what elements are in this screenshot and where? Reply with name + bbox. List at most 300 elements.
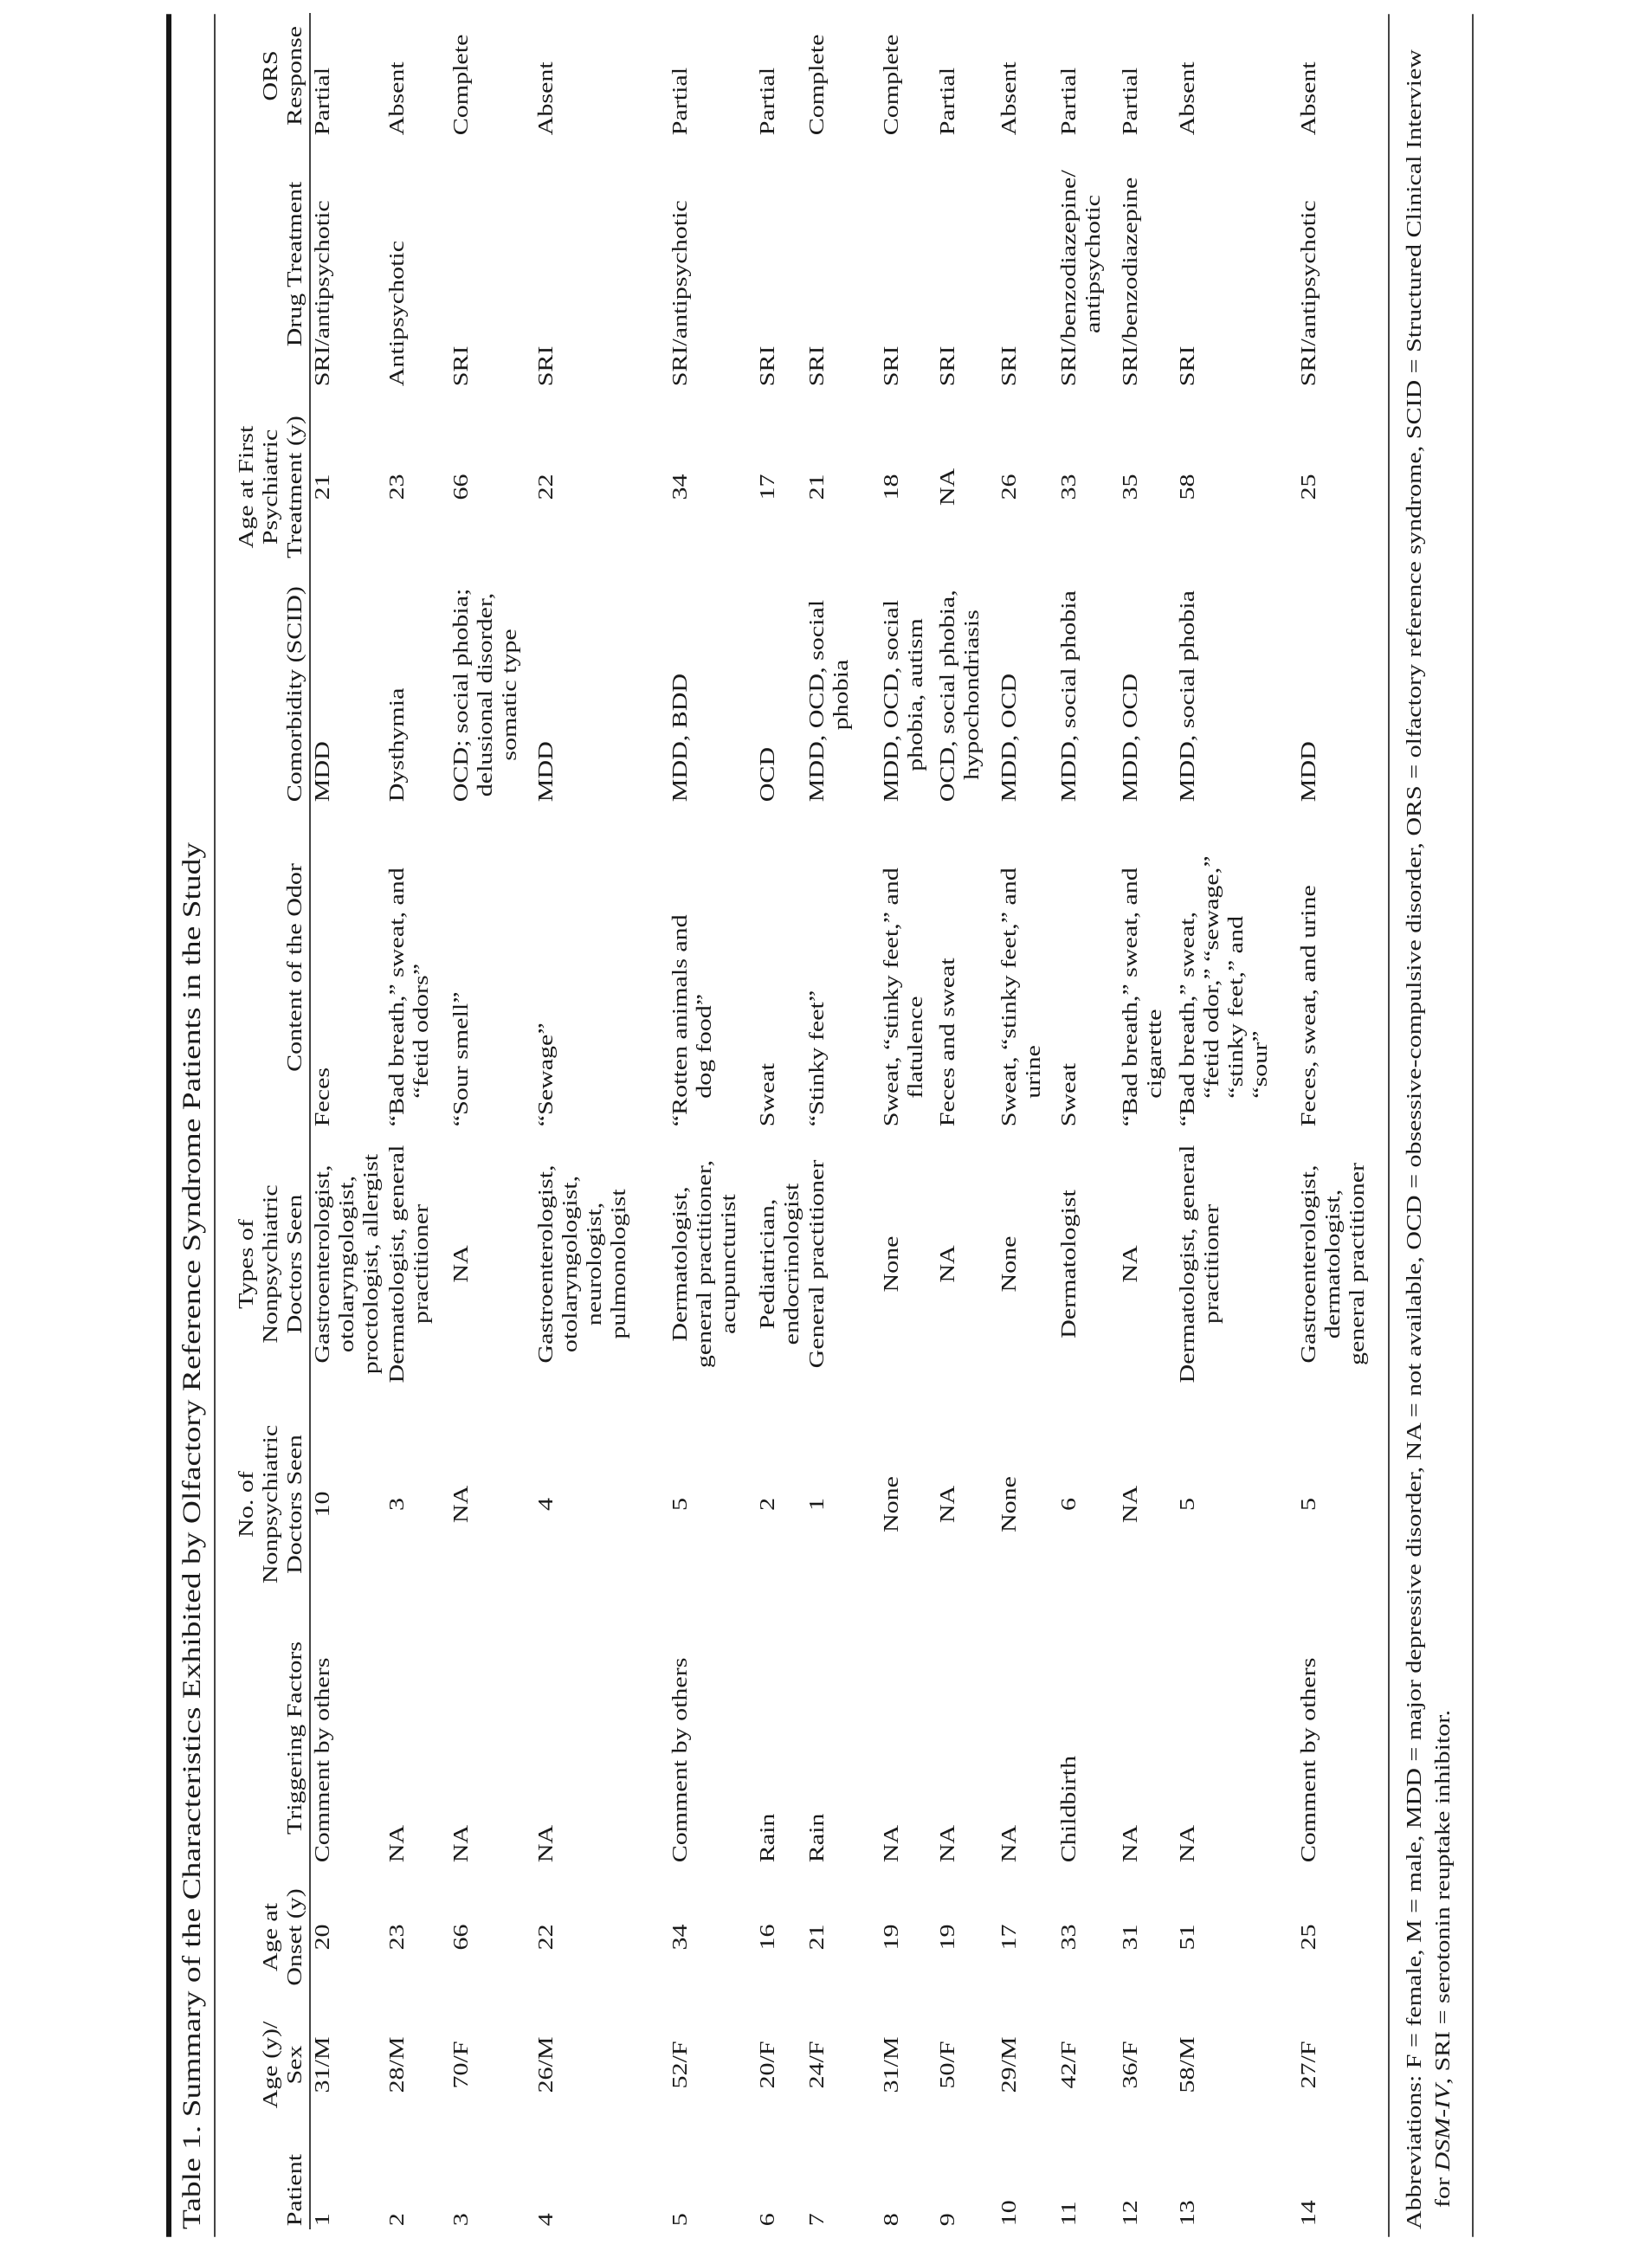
- cell-line: MDD: [312, 741, 334, 803]
- cell-age-onset: [310, 1866, 385, 2009]
- cell-num-doctors: [385, 1398, 449, 1610]
- cell-line: NA: [937, 1485, 959, 1524]
- cell-odor-content: [534, 805, 668, 1130]
- cell-line: 23: [386, 474, 409, 500]
- header-line: Triggering Factors: [284, 1641, 307, 1835]
- cell-triggering-factors: [936, 1610, 997, 1866]
- cell-comorbidity: [1057, 584, 1119, 805]
- cell-line: 19: [937, 1924, 959, 1951]
- cell-comorbidity: [1297, 584, 1377, 805]
- cell-triggering-factors: [449, 1610, 534, 1866]
- cell-age-onset: [936, 1866, 997, 2009]
- cell-line: Rain: [806, 1813, 829, 1863]
- cell-line: MDD: [535, 741, 558, 803]
- cell-line: Complete: [450, 34, 473, 136]
- cell-line: Dermatologist, general: [386, 1145, 409, 1383]
- cell-num-doctors: [1119, 1398, 1176, 1610]
- footnote-rest: , SRI = serotonin reuptake inhibitor.: [1432, 1709, 1455, 2085]
- cell-line: 20: [312, 1924, 334, 1951]
- cell-doctor-types: [880, 1130, 936, 1398]
- cell-line: SRI: [535, 345, 558, 387]
- cell-line: 8: [881, 2213, 903, 2227]
- cell-line: MDD, social phobia: [1058, 590, 1081, 803]
- cell-line: 21: [312, 474, 334, 500]
- cell-ors-response: [936, 13, 997, 139]
- table-row: [997, 13, 1057, 2229]
- header-num-doctors: [216, 1398, 310, 1610]
- header-patient: [216, 2121, 310, 2229]
- cell-line: “Bad breath,” sweat, and: [386, 868, 409, 1127]
- cell-drug-treatment: [997, 139, 1057, 390]
- cell-age-sex: [668, 2009, 756, 2121]
- cell-age-first-treatment: [1297, 390, 1377, 584]
- cell-line: NA: [998, 1824, 1021, 1863]
- cell-ors-response: [668, 13, 756, 139]
- header-doctor-types: [216, 1130, 310, 1398]
- cell-comorbidity: [936, 584, 997, 805]
- cell-doctor-types: [1057, 1130, 1119, 1398]
- cell-patient: [668, 2121, 756, 2229]
- cell-line: 3: [450, 2213, 473, 2227]
- cell-line: 1: [806, 1498, 829, 1511]
- cell-age-sex: [310, 2009, 385, 2121]
- cell-line: SRI: [450, 345, 473, 387]
- cell-line: Pediatrician,: [757, 1198, 779, 1330]
- cell-line: NA: [386, 1824, 409, 1863]
- cell-line: 52/F: [669, 2041, 692, 2089]
- cell-line: proctologist, allergist: [360, 1153, 383, 1375]
- cell-ors-response: [310, 13, 385, 139]
- footnote-line-2: [1429, 49, 1458, 2229]
- cell-comorbidity: [997, 584, 1057, 805]
- cell-odor-content: [756, 805, 805, 1130]
- cell-line: somatic type: [499, 629, 521, 761]
- cell-age-first-treatment: [310, 390, 385, 584]
- cell-line: “stinky feet,” and: [1225, 915, 1248, 1099]
- cell-patient: [534, 2121, 668, 2229]
- cell-odor-content: [385, 805, 449, 1130]
- cell-line: Absent: [386, 61, 409, 136]
- cell-triggering-factors: [1176, 1610, 1297, 1866]
- cell-num-doctors: [1297, 1398, 1377, 1610]
- cell-doctor-types: [385, 1130, 449, 1398]
- cell-line: “fetid odors”: [410, 963, 433, 1099]
- cell-line: hypochondriasis: [961, 610, 984, 780]
- cell-line: 24/F: [806, 2041, 829, 2089]
- cell-line: “Stinky feet”: [806, 990, 829, 1127]
- cell-line: 6: [757, 2213, 779, 2227]
- cell-age-onset: [1176, 1866, 1297, 2009]
- cell-line: Dysthymia: [386, 687, 409, 803]
- cell-comorbidity: [880, 584, 936, 805]
- cell-line: flatulence: [905, 996, 927, 1099]
- cell-age-sex: [1297, 2009, 1377, 2121]
- cell-age-first-treatment: [449, 390, 534, 584]
- cell-line: Sweat: [757, 1062, 779, 1127]
- cell-line: Gastroenterologist,: [312, 1164, 334, 1364]
- cell-age-sex: [997, 2009, 1057, 2121]
- cell-line: 4: [535, 1498, 558, 1511]
- cell-line: 14: [1298, 2200, 1320, 2227]
- cell-line: “Sewage”: [535, 1022, 558, 1127]
- cell-line: general practitioner: [1346, 1162, 1369, 1366]
- page-right-rule: [1472, 14, 1474, 2237]
- header-line: Age (y)/: [260, 2021, 282, 2109]
- cell-line: Absent: [1177, 61, 1199, 136]
- cell-line: 25: [1298, 1924, 1320, 1951]
- cell-comorbidity: [756, 584, 805, 805]
- cell-line: Gastroenterologist,: [1298, 1164, 1320, 1364]
- cell-num-doctors: [936, 1398, 997, 1610]
- cell-line: dermatologist,: [1322, 1189, 1345, 1339]
- cell-num-doctors: [534, 1398, 668, 1610]
- cell-line: 33: [1058, 1924, 1081, 1951]
- cell-line: acupuncturist: [718, 1194, 740, 1334]
- header-line: ORS: [260, 50, 282, 101]
- cell-num-doctors: [449, 1398, 534, 1610]
- cell-line: 7: [806, 2213, 829, 2227]
- page-edge-bar: [166, 14, 171, 2237]
- cell-line: endocrinologist: [781, 1183, 803, 1345]
- cell-age-sex: [534, 2009, 668, 2121]
- cell-age-first-treatment: [1176, 390, 1297, 584]
- cell-odor-content: [1119, 805, 1176, 1130]
- cell-line: Comment by others: [312, 1657, 334, 1863]
- cell-age-sex: [805, 2009, 880, 2121]
- cell-line: 17: [757, 474, 779, 500]
- table-row: [385, 13, 449, 2229]
- cell-drug-treatment: [534, 139, 668, 390]
- cell-line: 21: [806, 474, 829, 500]
- table-row: [1297, 13, 1377, 2229]
- cell-line: Dermatologist,: [669, 1186, 692, 1342]
- cell-line: 5: [669, 2213, 692, 2227]
- cell-line: 26: [998, 474, 1021, 500]
- header-line: Content of the Odor: [284, 863, 307, 1072]
- cell-drug-treatment: [1176, 139, 1297, 390]
- header-line: Onset (y): [284, 1888, 307, 1986]
- cell-line: 31/M: [312, 2036, 334, 2093]
- cell-doctor-types: [534, 1130, 668, 1398]
- table-row: [1119, 13, 1176, 2229]
- cell-age-first-treatment: [1119, 390, 1176, 584]
- cell-line: Partial: [937, 67, 959, 136]
- cell-line: OCD: [757, 746, 779, 803]
- header-line: Nonpsychiatric: [260, 1424, 282, 1584]
- cell-line: MDD, OCD: [1120, 673, 1142, 803]
- cell-line: 16: [757, 1924, 779, 1951]
- cell-triggering-factors: [1119, 1610, 1176, 1866]
- cell-num-doctors: [1176, 1398, 1297, 1610]
- cell-line: 5: [1177, 1498, 1199, 1511]
- cell-line: SRI: [806, 345, 829, 387]
- cell-line: 6: [1058, 1498, 1081, 1511]
- cell-line: 20/F: [757, 2041, 779, 2089]
- cell-doctor-types: [1119, 1130, 1176, 1398]
- cell-age-sex: [1057, 2009, 1119, 2121]
- cell-comorbidity: [449, 584, 534, 805]
- cell-ors-response: [449, 13, 534, 139]
- cell-age-sex: [1176, 2009, 1297, 2121]
- cell-triggering-factors: [385, 1610, 449, 1866]
- cell-line: MDD, OCD, social: [881, 599, 903, 803]
- cell-line: SRI/antipsychotic: [1298, 200, 1320, 387]
- cell-age-sex: [449, 2009, 534, 2121]
- cell-doctor-types: [668, 1130, 756, 1398]
- cell-comorbidity: [310, 584, 385, 805]
- cell-line: Antipsychotic: [386, 240, 409, 387]
- cell-line: Partial: [312, 67, 334, 136]
- header-line: Nonpsychiatric: [260, 1184, 282, 1344]
- header-line: Treatment (y): [284, 416, 307, 558]
- cell-line: NA: [1120, 1245, 1142, 1283]
- cell-line: 31/M: [881, 2036, 903, 2093]
- cell-doctor-types: [756, 1130, 805, 1398]
- header-age-onset: [216, 1866, 310, 2009]
- cell-line: Comment by others: [669, 1657, 692, 1863]
- cell-line: Dermatologist, general: [1177, 1145, 1199, 1383]
- cell-line: Sweat, “stinky feet,” and: [998, 868, 1021, 1127]
- cell-patient: [385, 2121, 449, 2229]
- cell-line: 1: [312, 2213, 334, 2227]
- cell-ors-response: [1119, 13, 1176, 139]
- cell-line: practitioner: [1201, 1203, 1223, 1325]
- cell-line: 21: [806, 1924, 829, 1951]
- cell-line: NA: [881, 1824, 903, 1863]
- cell-line: Partial: [1120, 67, 1142, 136]
- cell-line: delusional disorder,: [474, 592, 497, 797]
- cell-line: 33: [1058, 474, 1081, 500]
- cell-ors-response: [1297, 13, 1377, 139]
- cell-age-first-treatment: [1057, 390, 1119, 584]
- cell-age-onset: [385, 1866, 449, 2009]
- cell-line: 10: [312, 1491, 334, 1518]
- cell-age-onset: [449, 1866, 534, 2009]
- header-odor-content: [216, 805, 310, 1130]
- header-line: Types of: [236, 1219, 258, 1309]
- table-row: [880, 13, 936, 2229]
- cell-line: 58: [1177, 474, 1199, 500]
- cell-odor-content: [310, 805, 385, 1130]
- cell-doctor-types: [997, 1130, 1057, 1398]
- cell-patient: [880, 2121, 936, 2229]
- cell-line: “Rotten animals and: [669, 914, 692, 1127]
- cell-line: None: [998, 1476, 1021, 1532]
- cell-comorbidity: [534, 584, 668, 805]
- cell-line: 10: [998, 2200, 1021, 2227]
- table-bottom-rule: [1388, 14, 1390, 2237]
- cell-odor-content: [880, 805, 936, 1130]
- cell-line: 19: [881, 1924, 903, 1951]
- cell-line: phobia, autism: [905, 618, 927, 771]
- footnote-prefix: for: [1432, 2170, 1455, 2208]
- cell-line: SRI/antipsychotic: [669, 200, 692, 387]
- cell-comorbidity: [668, 584, 756, 805]
- cell-line: 17: [998, 1924, 1021, 1951]
- cell-line: SRI: [998, 345, 1021, 387]
- cell-patient: [1297, 2121, 1377, 2229]
- cell-drug-treatment: [1297, 139, 1377, 390]
- cell-ors-response: [756, 13, 805, 139]
- cell-line: 58/M: [1177, 2036, 1199, 2093]
- cell-line: 11: [1058, 2201, 1081, 2227]
- cell-age-first-treatment: [668, 390, 756, 584]
- table-title: Table 1. Summary of the Characteristics Exhibited by Olfactory Reference Syndrome Patients in the Study: [177, 842, 206, 2229]
- cell-line: 51: [1177, 1924, 1199, 1951]
- cell-num-doctors: [1057, 1398, 1119, 1610]
- cell-line: Partial: [669, 67, 692, 136]
- cell-age-onset: [997, 1866, 1057, 2009]
- cell-line: Absent: [535, 61, 558, 136]
- table-row: [668, 13, 756, 2229]
- cell-drug-treatment: [936, 139, 997, 390]
- cell-line: NA: [1120, 1485, 1142, 1524]
- header-age-first-treatment: [216, 390, 310, 584]
- cell-line: phobia: [830, 659, 853, 731]
- header-ors-response: [216, 13, 310, 139]
- cell-line: Childbirth: [1058, 1755, 1081, 1863]
- cell-line: Absent: [998, 61, 1021, 136]
- cell-odor-content: [997, 805, 1057, 1130]
- footnote-dsm: DSM-IV: [1432, 2084, 1455, 2171]
- cell-triggering-factors: [756, 1610, 805, 1866]
- cell-age-onset: [756, 1866, 805, 2009]
- cell-line: Feces, sweat, and urine: [1298, 885, 1320, 1127]
- cell-odor-content: [449, 805, 534, 1130]
- cell-num-doctors: [310, 1398, 385, 1610]
- cell-triggering-factors: [534, 1610, 668, 1866]
- cell-line: MDD, social phobia: [1177, 590, 1199, 803]
- cell-line: NA: [937, 1824, 959, 1863]
- cell-patient: [756, 2121, 805, 2229]
- cell-line: 70/F: [450, 2041, 473, 2089]
- cell-line: 12: [1120, 2200, 1142, 2227]
- cell-line: SRI: [881, 345, 903, 387]
- cell-ors-response: [805, 13, 880, 139]
- cell-line: “Bad breath,” sweat, and: [1120, 868, 1142, 1127]
- cell-patient: [449, 2121, 534, 2229]
- cell-comorbidity: [1119, 584, 1176, 805]
- cell-line: “Sour smell”: [450, 991, 473, 1127]
- cell-drug-treatment: [449, 139, 534, 390]
- cell-age-first-treatment: [880, 390, 936, 584]
- cell-line: Complete: [881, 34, 903, 136]
- cell-doctor-types: [449, 1130, 534, 1398]
- cell-drug-treatment: [805, 139, 880, 390]
- cell-line: Rain: [757, 1813, 779, 1863]
- cell-age-first-treatment: [805, 390, 880, 584]
- cell-triggering-factors: [1297, 1610, 1377, 1866]
- cell-line: “Bad breath,” sweat,: [1177, 912, 1199, 1127]
- cell-age-sex: [385, 2009, 449, 2121]
- cell-line: 28/M: [386, 2036, 409, 2093]
- cell-age-sex: [880, 2009, 936, 2121]
- cell-age-onset: [668, 1866, 756, 2009]
- cell-line: NA: [937, 1245, 959, 1283]
- cell-line: 3: [386, 1498, 409, 1511]
- cell-line: SRI/benzodiazepine: [1120, 177, 1142, 387]
- table-row: [756, 13, 805, 2229]
- cell-patient: [997, 2121, 1057, 2229]
- cell-line: Comment by others: [1298, 1657, 1320, 1863]
- cell-line: 66: [450, 474, 473, 500]
- cell-line: General practitioner: [806, 1159, 829, 1369]
- cell-line: 35: [1120, 474, 1142, 500]
- cell-line: NA: [937, 468, 959, 506]
- cell-ors-response: [880, 13, 936, 139]
- cell-drug-treatment: [1119, 139, 1176, 390]
- cell-patient: [310, 2121, 385, 2229]
- cell-line: 27/F: [1298, 2041, 1320, 2089]
- patient-characteristics-table: [216, 13, 1377, 2229]
- cell-triggering-factors: [1057, 1610, 1119, 1866]
- cell-line: MDD, OCD: [998, 673, 1021, 803]
- header-line: Age at: [260, 1902, 282, 1972]
- table-row: [1057, 13, 1119, 2229]
- cell-line: 34: [669, 474, 692, 500]
- cell-comorbidity: [805, 584, 880, 805]
- cell-triggering-factors: [880, 1610, 936, 1866]
- cell-triggering-factors: [310, 1610, 385, 1866]
- cell-age-sex: [936, 2009, 997, 2121]
- cell-triggering-factors: [668, 1610, 756, 1866]
- header-line: Response: [284, 26, 307, 126]
- cell-line: pulmonologist: [608, 1189, 630, 1339]
- cell-ors-response: [1176, 13, 1297, 139]
- header-triggering-factors: [216, 1610, 310, 1866]
- cell-line: 5: [669, 1498, 692, 1511]
- cell-line: Partial: [757, 67, 779, 136]
- cell-line: NA: [1177, 1824, 1199, 1863]
- header-line: Doctors Seen: [284, 1194, 307, 1334]
- cell-ors-response: [1057, 13, 1119, 139]
- cell-line: 22: [535, 1924, 558, 1951]
- footnote-line-1: Abbreviations: F = female, M = male, MDD = major depressive disorder, NA = not available, OCD = obsessive-compulsive disorder, ORS = olfactory reference syndrome, SCID = Structured Clinical Interview: [1404, 49, 1426, 2229]
- header-age-sex: [216, 2009, 310, 2121]
- cell-line: NA: [1120, 1824, 1142, 1863]
- cell-line: 13: [1177, 2200, 1199, 2227]
- cell-line: SRI/benzodiazepine/: [1058, 170, 1081, 387]
- table-row: [805, 13, 880, 2229]
- cell-line: Feces and sweat: [937, 958, 959, 1127]
- cell-drug-treatment: [668, 139, 756, 390]
- cell-line: OCD, social phobia,: [937, 590, 959, 803]
- cell-num-doctors: [668, 1398, 756, 1610]
- cell-line: NA: [450, 1245, 473, 1283]
- cell-drug-treatment: [385, 139, 449, 390]
- cell-line: otolaryngologist,: [559, 1175, 582, 1353]
- cell-line: 42/F: [1058, 2041, 1081, 2089]
- cell-line: “sour”: [1249, 1030, 1272, 1099]
- cell-age-first-treatment: [936, 390, 997, 584]
- header-drug-treatment: [216, 139, 310, 390]
- cell-line: general practitioner,: [694, 1159, 716, 1369]
- cell-line: 66: [450, 1924, 473, 1951]
- cell-age-onset: [880, 1866, 936, 2009]
- cell-line: SRI/antipsychotic: [312, 200, 334, 387]
- cell-line: 50/F: [937, 2041, 959, 2089]
- cell-line: OCD; social phobia;: [450, 588, 473, 803]
- cell-age-onset: [534, 1866, 668, 2009]
- cell-line: 5: [1298, 1498, 1320, 1511]
- cell-line: neurologist,: [584, 1202, 606, 1326]
- cell-odor-content: [1297, 805, 1377, 1130]
- table-row: [310, 13, 385, 2229]
- cell-age-first-treatment: [385, 390, 449, 584]
- header-line: Age at First: [236, 425, 258, 549]
- cell-line: 23: [386, 1924, 409, 1951]
- table-row: [1176, 13, 1297, 2229]
